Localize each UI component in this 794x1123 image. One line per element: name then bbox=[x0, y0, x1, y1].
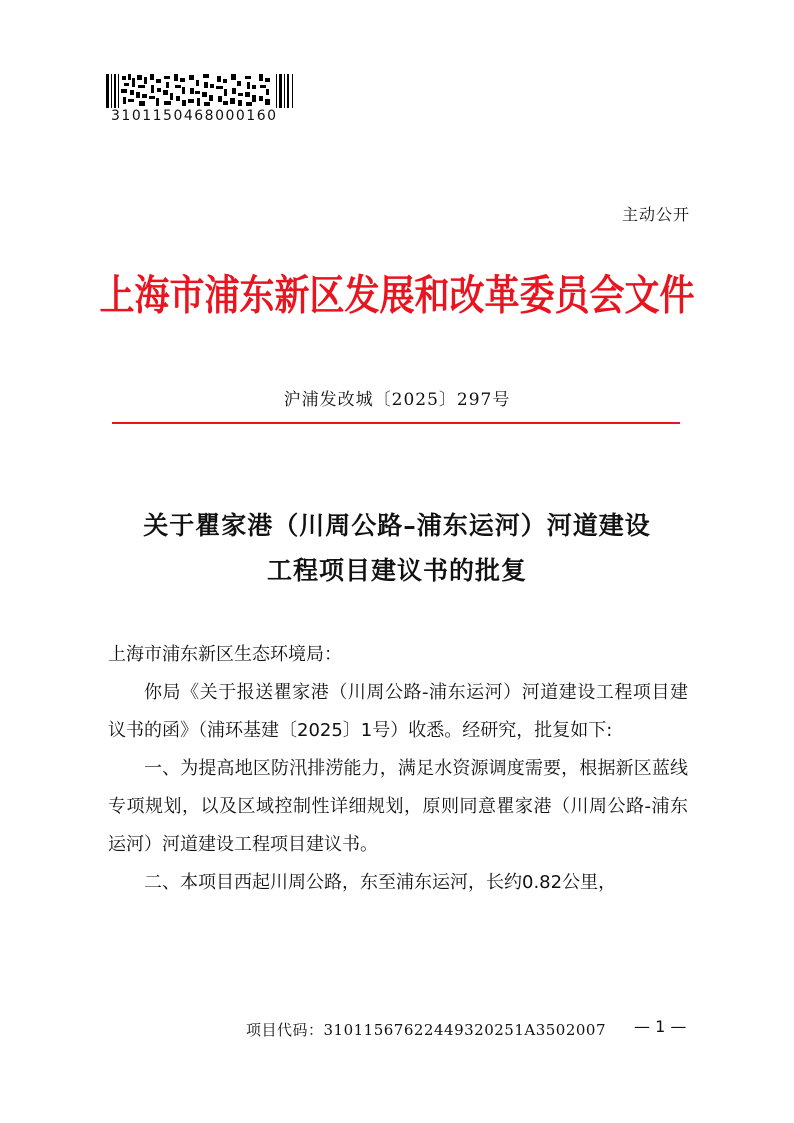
document-number: 沪浦发改城〔2025〕297号 bbox=[283, 390, 511, 410]
document-title-line-1: 关于瞿家港（川周公路–浦东运河）河道建设 bbox=[143, 511, 651, 540]
document-title-line-2: 工程项目建议书的批复 bbox=[266, 556, 527, 585]
body-paragraph: 你局《关于报送瞿家港（川周公路-浦东运河）河道建设工程项目建议书的函》（浦环基建〔2025〕1号）收悉。经研究，批复如下: bbox=[108, 682, 688, 741]
body-paragraph: 一、为提高地区防汛排涝能力，满足水资源调度需要，根据新区蓝线专项规划，以及区域控制性详细规划，原则同意瞿家港（川周公路-浦东运河）河道建设工程项目建议书。 bbox=[108, 758, 688, 855]
body-paragraph: 二、本项目西起川周公路，东至浦东运河，长约0.82公里， bbox=[144, 872, 617, 893]
document-body bbox=[108, 636, 688, 902]
page-number: — 1 — bbox=[634, 1017, 687, 1036]
issuing-authority-header: 上海市浦东新区发展和改革委员会文件 bbox=[99, 271, 695, 321]
barcode-image bbox=[106, 74, 296, 108]
barcode-number: 3101150468000160 bbox=[111, 108, 278, 124]
project-code: 项目代码：31011567622449320251A3502007 bbox=[246, 1021, 607, 1039]
disclosure-label: 主动公开 bbox=[621, 205, 690, 224]
addressee: 上海市浦东新区生态环境局： bbox=[108, 644, 342, 665]
red-divider-line bbox=[112, 422, 680, 424]
